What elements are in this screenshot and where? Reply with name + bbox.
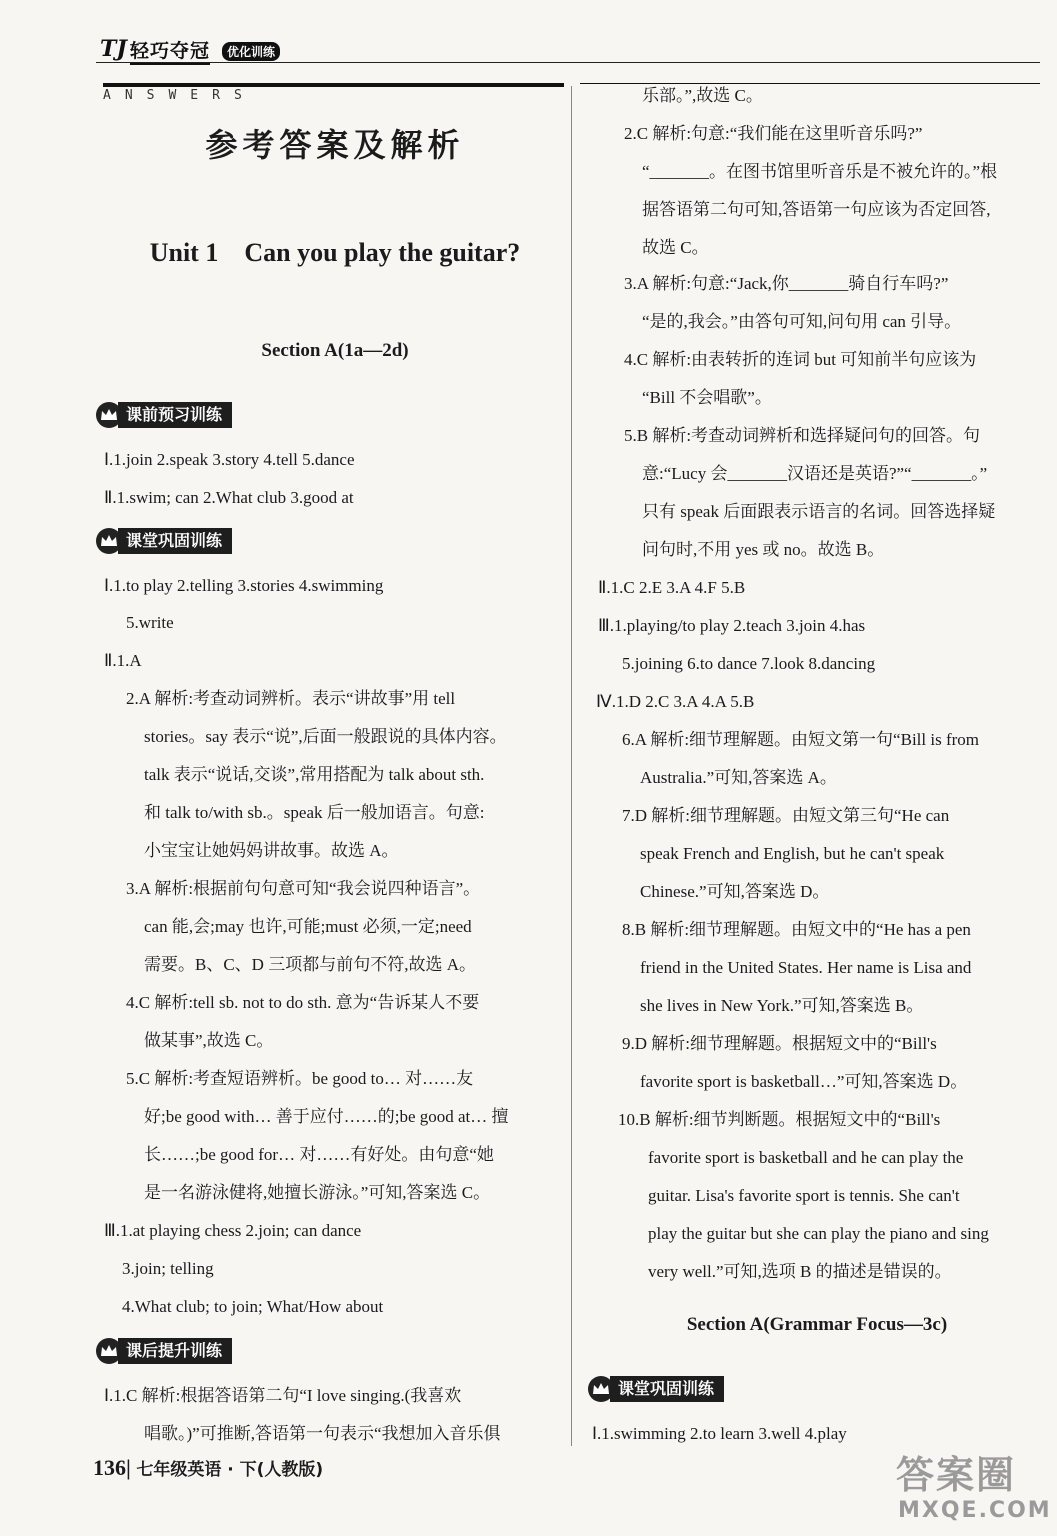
- answer-line: guitar. Lisa's favorite sport is tennis. She can't: [648, 1186, 960, 1205]
- badge-label: 课堂巩固训练: [610, 1376, 724, 1402]
- page-number: 136: [93, 1455, 126, 1480]
- answer-line: 做某事”,故选 C。: [144, 1031, 274, 1050]
- answer-line: Ⅲ.1.playing/to play 2.teach 3.join 4.has: [598, 616, 866, 635]
- answer-line: Ⅱ.1.swim; can 2.What club 3.good at: [104, 488, 354, 507]
- answer-line: can 能,会;may 也许,可能;must 必须,一定;need: [144, 917, 472, 936]
- answer-line: 8.B 解析:细节理解题。由短文中的“He has a pen: [622, 920, 971, 939]
- answer-line: 长……;be good for… 对……有好处。由句意“她: [144, 1145, 494, 1164]
- answer-line: Ⅲ.1.at playing chess 2.join; can dance: [104, 1221, 362, 1240]
- brand-tag: 优化训练: [222, 42, 280, 61]
- section-grammar-focus-title: Section A(Grammar Focus—3c): [686, 1314, 948, 1335]
- page-footer: 136| 七年级英语 · 下(人教版): [93, 1455, 324, 1480]
- answer-line: Ⅱ.1.A: [104, 651, 142, 670]
- answer-line: Ⅰ.1.join 2.speak 3.story 4.tell 5.dance: [104, 450, 355, 469]
- answer-line: 意:“Lucy 会_______汉语还是英语?”“_______。”: [642, 464, 988, 483]
- answer-line: she lives in New York.”可知,答案选 B。: [640, 996, 924, 1015]
- answer-line: stories。say 表示“说”,后面一般跟说的具体内容。: [144, 727, 507, 746]
- answer-line: 和 talk to/with sb.。speak 后一般加语言。句意:: [144, 803, 485, 822]
- answer-line: 3.A 解析:句意:“Jack,你_______骑自行车吗?”: [624, 274, 949, 293]
- site-watermark: [880, 1440, 1052, 1528]
- answer-line: Ⅰ.1.swimming 2.to learn 3.well 4.play: [592, 1424, 847, 1443]
- badge-label: 课后提升训练: [118, 1338, 232, 1364]
- answer-line: talk 表示“说话,交谈”,常用搭配为 talk about sth.: [144, 765, 485, 784]
- answer-line: “是的,我会。”由答句可知,问句用 can 引导。: [642, 312, 962, 331]
- answer-line: 据答语第二句可知,答语第一句应该为否定回答,: [642, 200, 991, 219]
- answer-line: 7.D 解析:细节理解题。由短文第三句“He can: [622, 806, 950, 825]
- page-header: [96, 34, 1040, 74]
- brand-name: 轻巧夺冠: [130, 40, 210, 65]
- answer-line: friend in the United States. Her name is Lisa and: [640, 958, 972, 977]
- answer-line: 好;be good with… 善于应付……的;be good at… 擅: [144, 1107, 509, 1126]
- answer-line: 5.C 解析:考查短语辨析。be good to… 对……友: [126, 1069, 474, 1088]
- page-title: 参考答案及解析: [205, 126, 465, 164]
- column-divider: [571, 86, 572, 1446]
- answer-line: 只有 speak 后面跟表示语言的名词。回答选择疑: [642, 502, 996, 521]
- answer-line: 3.A 解析:根据前句句意可知“我会说四种语言”。: [126, 879, 481, 898]
- answer-line: 10.B 解析:细节判断题。根据短文中的“Bill's: [618, 1110, 941, 1129]
- brand-logo-icon: TJ: [100, 36, 127, 62]
- left-column-top-rule: [103, 83, 564, 87]
- section-a-title: Section A(1a—2d): [261, 340, 409, 361]
- badge-label: 课堂巩固训练: [118, 528, 232, 554]
- answer-line: favorite sport is basketball…”可知,答案选 D。: [640, 1072, 968, 1091]
- answer-line: 乐部。”,故选 C。: [642, 86, 763, 105]
- answer-line: very well.”可知,选项 B 的描述是错误的。: [648, 1262, 952, 1281]
- answer-line: 5.B 解析:考查动词辨析和选择疑问句的回答。句: [624, 426, 981, 445]
- answer-line: 小宝宝让她妈妈讲故事。故选 A。: [144, 841, 399, 860]
- answer-line: 5.write: [126, 613, 174, 632]
- answer-line: 2.C 解析:句意:“我们能在这里听音乐吗?”: [624, 124, 923, 143]
- answer-line: 4.C 解析:由表转折的连词 but 可知前半句应该为: [624, 350, 977, 369]
- unit-title: Unit 1 Can you play the guitar?: [149, 238, 521, 267]
- answers-label: ANSWERS: [103, 88, 256, 103]
- header-rule: [96, 62, 1040, 63]
- answer-line: 6.A 解析:细节理解题。由短文第一句“Bill is from: [622, 730, 979, 749]
- book-title: 七年级英语 · 下(人教版): [136, 1460, 324, 1480]
- answer-line: Chinese.”可知,答案选 D。: [640, 882, 830, 901]
- answer-line: Ⅳ.1.D 2.C 3.A 4.A 5.B: [596, 692, 755, 711]
- answer-line: “Bill 不会唱歌”。: [642, 388, 772, 407]
- badge-label: 课前预习训练: [118, 402, 232, 428]
- answer-line: Ⅰ.1.to play 2.telling 3.stories 4.swimming: [104, 576, 384, 595]
- answer-line: 5.joining 6.to dance 7.look 8.dancing: [622, 654, 876, 673]
- answer-line: favorite sport is basketball and he can play the: [648, 1148, 964, 1167]
- answer-line: Ⅰ.1.C 解析:根据答语第二句“I love singing.(我喜欢: [104, 1386, 462, 1405]
- answer-line: 问句时,不用 yes 或 no。故选 B。: [642, 540, 885, 559]
- answer-line: 4.What club; to join; What/How about: [122, 1297, 384, 1316]
- watermark-url: MXQE.COM: [898, 1498, 1052, 1523]
- answer-line: 4.C 解析:tell sb. not to do sth. 意为“告诉某人不要: [126, 993, 480, 1012]
- answer-line: 故选 C。: [642, 238, 709, 257]
- answer-line: 9.D 解析:细节理解题。根据短文中的“Bill's: [622, 1034, 937, 1053]
- answer-line: 需要。B、C、D 三项都与前句不符,故选 A。: [144, 955, 476, 974]
- answer-line: speak French and English, but he can't speak: [640, 844, 945, 863]
- answer-line: Australia.”可知,答案选 A。: [640, 768, 837, 787]
- answer-line: 唱歌。)”可推断,答语第一句表示“我想加入音乐俱: [144, 1424, 501, 1443]
- answer-line: 是一名游泳健将,她擅长游泳。”可知,答案选 C。: [144, 1183, 491, 1202]
- watermark-logo: 答案圈: [896, 1453, 1017, 1497]
- answer-line: Ⅱ.1.C 2.E 3.A 4.F 5.B: [598, 578, 746, 597]
- answer-line: play the guitar but she can play the piano and sing: [648, 1224, 989, 1243]
- answer-line: “_______。在图书馆里听音乐是不被允许的。”根: [642, 162, 998, 181]
- answer-line: 2.A 解析:考查动词辨析。表示“讲故事”用 tell: [126, 689, 456, 708]
- answer-line: 3.join; telling: [122, 1259, 214, 1278]
